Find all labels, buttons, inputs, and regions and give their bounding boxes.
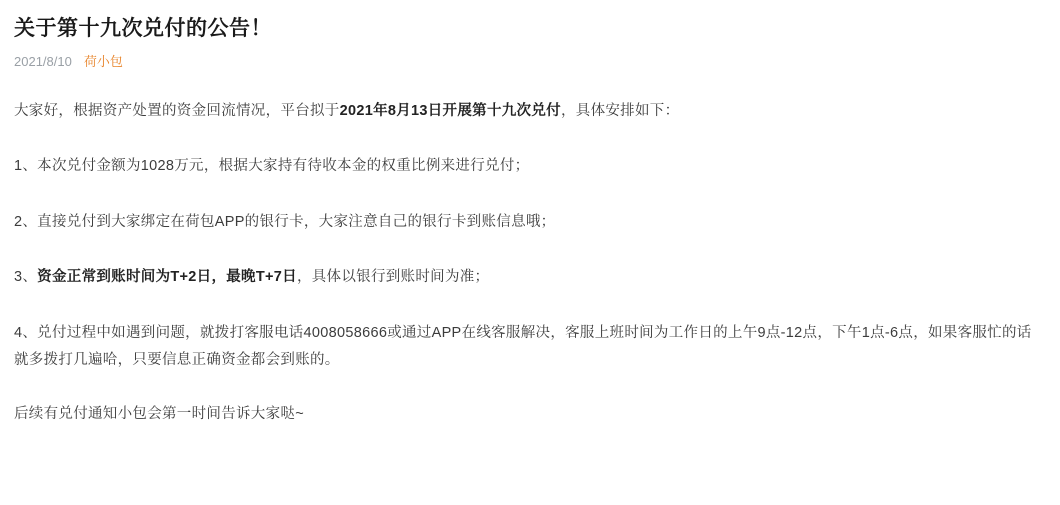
text-run: 2、直接兑付到大家绑定在荷包APP的银行卡，大家注意自己的银行卡到账信息哦； (14, 213, 556, 230)
text-run: ，具体安排如下： (560, 102, 680, 119)
article-meta (0, 43, 1060, 71)
text-run: ，具体以银行到账时间为准； (296, 269, 490, 286)
text-run: 大家好，根据资产处置的资金回流情况，平台拟于 (14, 102, 340, 119)
publish-date: 2021/8/10 (14, 54, 72, 70)
text-emphasis: 资金正常到账时间为T+2日，最晚T+7日 (37, 269, 297, 286)
paragraph-item-4 (14, 320, 1046, 375)
paragraph-closing (14, 401, 1046, 429)
page-title: 关于第十九次兑付的公告！ (14, 17, 272, 40)
text-run: 4、兑付过程中如遇到问题，就拨打客服电话4008058666或通过APP在线客服解决，客服上班时间为工作日的上午9点-12点，下午1点-6点，如果客服忙的话就多拨打几遍哈，只要信息正确资金都会到账的。 (14, 324, 1032, 369)
paragraph-item-3 (14, 264, 1046, 292)
article-body (0, 72, 1060, 429)
text-run: 3、 (14, 269, 38, 286)
text-run: 1、本次兑付金额为1028万元，根据大家持有待收本金的权重比例来进行兑付； (14, 158, 530, 175)
paragraph-intro (14, 98, 1046, 126)
author-link[interactable]: 荷小包 (83, 54, 123, 70)
paragraph-item-2 (14, 209, 1046, 237)
paragraph-item-1 (14, 153, 1046, 181)
text-emphasis: 2021年8月13日开展第十九次兑付 (339, 102, 561, 119)
text-run: 后续有兑付通知小包会第一时间告诉大家哒~ (14, 405, 304, 422)
